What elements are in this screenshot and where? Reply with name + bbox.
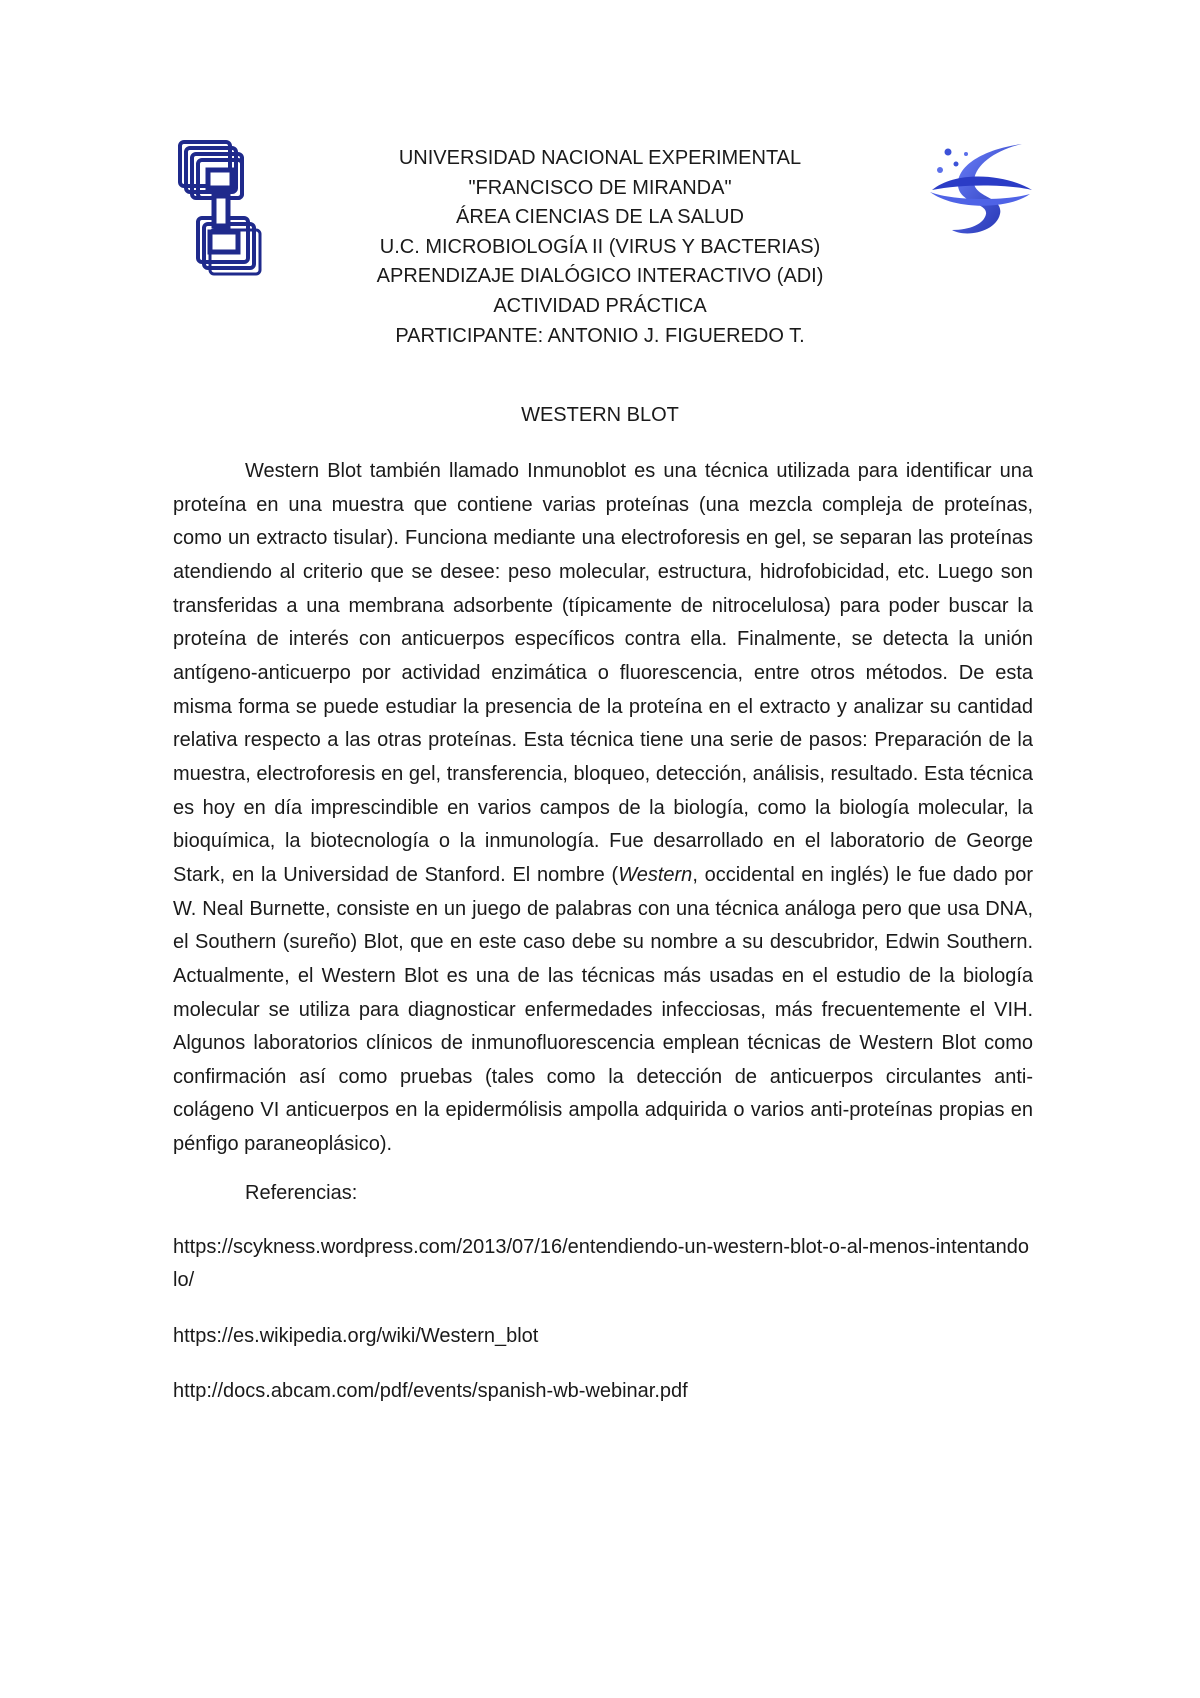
header-line-activity: ACTIVIDAD PRÁCTICA xyxy=(493,294,707,317)
body-text-part2: , occidental en inglés) le fue dado por W. Neal Burnette, consiste en un juego de palabras con una técnica análoga pero que usa DNA, el Southern (sureño) Blot, que en este caso debe su nombre a su descubridor, Edwin Southern. Actualmente, el Western Blot es una de las técnicas más usadas en el estudio de la biología molecular se utiliza para diagnosticar enfermedades infecciosas, más frecuentemente el VIH. Algunos laboratorios clínicos de inmunofluorescencia emplean técnicas de Western Blot como confirmación así como pruebas (tales como la detección de anticuerpos circulantes anti-colágeno VI anticuerpos en la epidermólisis ampolla adquirida o varios anti-proteínas propias en pénfigo paraneoplásico). xyxy=(173,863,1033,1156)
header-line-course: U.C. MICROBIOLOGÍA II (VIRUS Y BACTERIAS) xyxy=(379,235,821,258)
body-text-italic: Western xyxy=(618,863,693,886)
header-line-name: "FRANCISCO DE MIRANDA" xyxy=(468,176,732,199)
body-paragraph xyxy=(173,455,1033,1162)
header-line-university: UNIVERSIDAD NACIONAL EXPERIMENTAL xyxy=(398,147,802,169)
document-title: WESTERN BLOT xyxy=(521,404,679,426)
science-logo-icon xyxy=(926,140,1038,244)
references-label: Referencias: xyxy=(245,1182,358,1204)
institution-header xyxy=(300,144,900,351)
header-line-area: ÁREA CIENCIAS DE LA SALUD xyxy=(456,206,744,229)
body-text-part1: Western Blot también llamado Inmunoblot es una técnica utilizada para identificar una proteína en una muestra que contiene varias proteínas (una mezcla compleja de proteínas, como un extracto tisular). Funciona mediante una electroforesis en gel, se separan las proteínas atendiendo al criterio que se desee: peso molecular, estructura, hidrofobicidad, etc. Luego son transferidas a una membrana adsorbente (típicamente de nitrocelulosa) para poder buscar la proteína de interés con anticuerpos específicos contra ella. Finalmente, se detecta la unión antígeno-anticuerpo por actividad enzimática o fluorescencia, entre otros métodos. De esta misma forma se puede estudiar la presencia de la proteína en el extracto y analizar su cantidad relativa respecto a las otras proteínas. Esta técnica tiene una serie de pasos: Preparación de la muestra, electroforesis en gel, transferencia, bloqueo, detección, análisis, resultado. Esta técnica es hoy en día imprescindible en varios campos de la biología, como la biología molecular, la bioquímica, la biotecnología o la inmunología. Fue desarrollado en el laboratorio de George Stark, en la Universidad de Stanford. El nombre ( xyxy=(173,460,1033,886)
university-logo-icon xyxy=(178,140,268,276)
header-line-participant: PARTICIPANTE: ANTONIO J. FIGUEREDO T. xyxy=(395,324,805,347)
header-line-method: APRENDIZAJE DIALÓGICO INTERACTIVO (ADI) xyxy=(376,265,824,288)
reference-link-1[interactable]: https://scykness.wordpress.com/2013/07/16/entendiendo-un-western-blot-o-al-menos-intentandolo/ xyxy=(173,1236,1030,1291)
reference-link-3[interactable]: http://docs.abcam.com/pdf/events/spanish-wb-webinar.pdf xyxy=(173,1380,688,1402)
reference-link-2[interactable]: https://es.wikipedia.org/wiki/Western_blot xyxy=(173,1325,539,1347)
